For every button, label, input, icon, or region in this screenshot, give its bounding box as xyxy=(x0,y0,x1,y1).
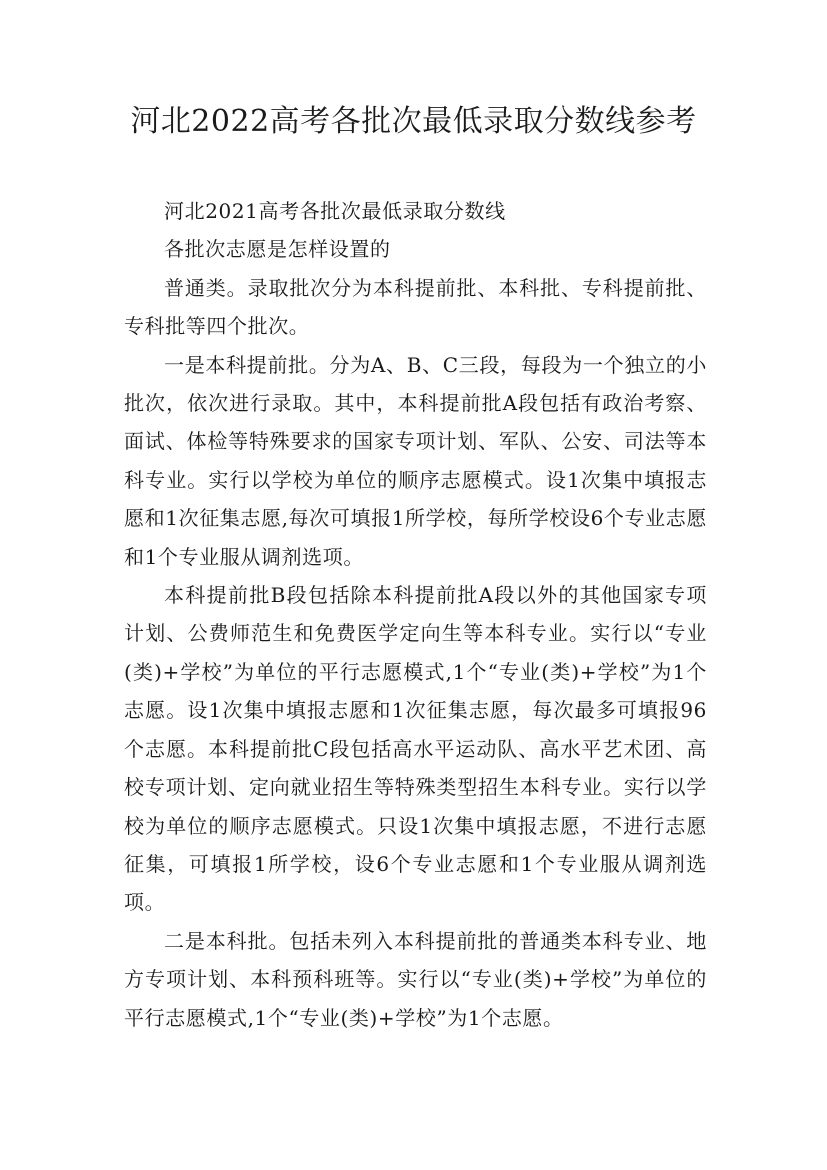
paragraph-undergrad-early-batch: 一是本科提前批。分为A、B、C三段，每段为一个独立的小批次，依次进行录取。其中，本科提前批A段包括有政治考察、面试、体检等特殊要求的国家专项计划、军队、公安、司法等本科专业。实行以学校为单位的顺序志愿模式。设1次集中填报志愿和1次征集志愿,每次可填报1所学校，每所学校设6个专业志愿和1个专业服从调剂选项。 xyxy=(124,352,707,569)
document-title: 河北2022高考各批次最低录取分数线参考 xyxy=(130,104,697,139)
document-body xyxy=(124,192,707,1037)
paragraph-subtitle: 河北2021高考各批次最低录取分数线 xyxy=(164,199,506,223)
paragraph-question: 各批次志愿是怎样设置的 xyxy=(164,237,391,262)
paragraph-general-category: 普通类。录取批次分为本科提前批、本科批、专科提前批、专科批等四个批次。 xyxy=(124,275,707,339)
paragraph-undergrad-batch: 二是本科批。包括未列入本科提前批的普通类本科专业、地方专项计划、本科预科班等。实行以“专业(类)+学校”为单位的平行志愿模式,1个“专业(类)+学校”为1个志愿。 xyxy=(124,928,707,1030)
paragraph-early-batch-b-c: 本科提前批B段包括除本科提前批A段以外的其他国家专项计划、公费师范生和免费医学定向生等本科专业。实行以“专业(类)+学校”为单位的平行志愿模式,1个“专业(类)+学校”为1个志愿。设1次集中填报志愿和1次征集志愿，每次最多可填报96个志愿。本科提前批C段包括高水平运动队、高水平艺术团、高校专项计划、定向就业招生等特殊类型招生本科专业。实行以学校为单位的顺序志愿模式。只设1次集中填报志愿，不进行志愿征集，可填报1所学校，设6个专业志愿和1个专业服从调剂选项。 xyxy=(124,583,707,915)
